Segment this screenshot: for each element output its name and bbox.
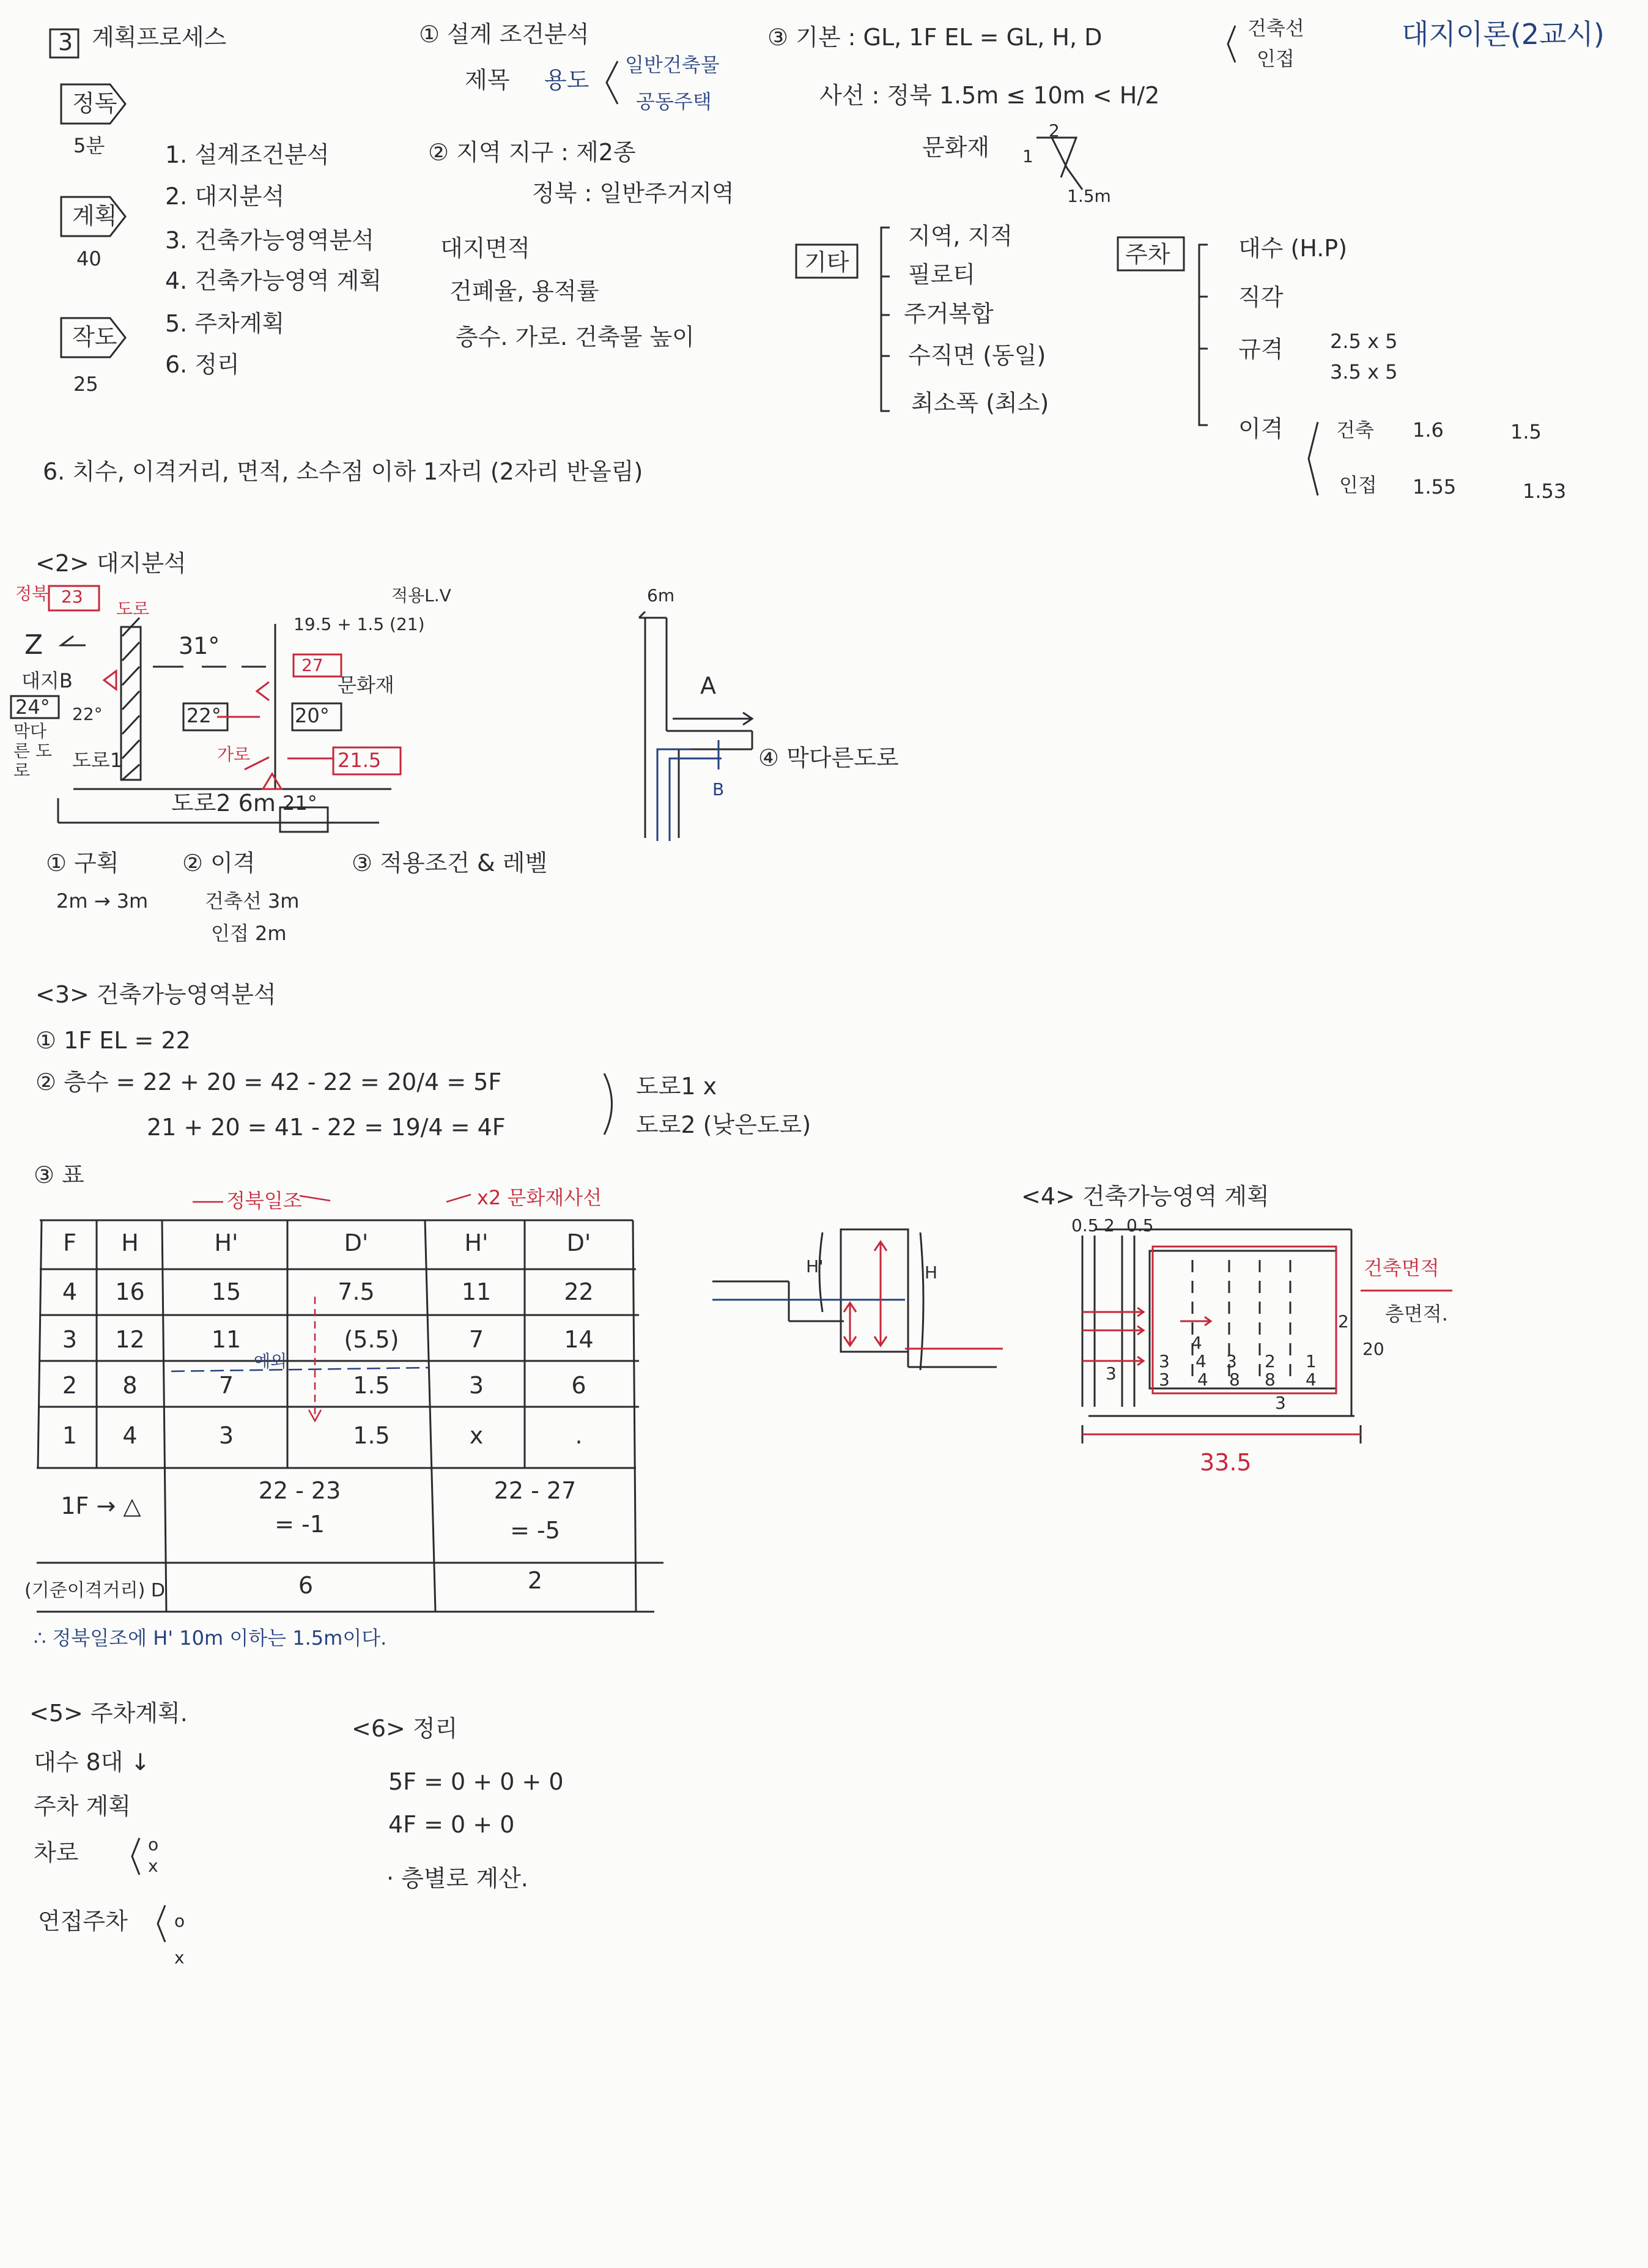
- plan-cell-number: 4: [1306, 1369, 1317, 1390]
- plan-cell-number: 2: [1265, 1351, 1276, 1371]
- conclusion-note: ∴ 정북일조에 H' 10m 이하는 1.5m이다.: [34, 1626, 387, 1650]
- plan-cell-number: 8: [1229, 1369, 1240, 1390]
- zone-heading: ② 지역 지구 : 제2종: [428, 139, 636, 166]
- buildable-heading: <3> 건축가능영역분석: [35, 981, 276, 1008]
- plan-cell-number: 3: [1159, 1369, 1170, 1390]
- buildable-line: ② 층수 = 22 + 20 = 42 - 22 = 20/4 = 5F: [35, 1069, 502, 1095]
- parking-plan-item: 주차 계획: [34, 1793, 131, 1820]
- table-cell: 1.5: [353, 1372, 390, 1399]
- table-cell: 3: [218, 1422, 234, 1449]
- sep-value: 1.6: [1413, 418, 1444, 442]
- site-label: 문화재: [338, 673, 394, 697]
- table-cell: 16: [115, 1278, 145, 1305]
- plan-dim: 0.5: [1071, 1215, 1099, 1236]
- spec-value: 2.5 x 5: [1330, 330, 1398, 353]
- step-label: 작도: [72, 324, 117, 350]
- plan-cell-number: 1: [1306, 1351, 1317, 1371]
- buildable-line: ① 1F EL = 22: [35, 1027, 191, 1054]
- process-item: 2. 대지분석: [165, 183, 285, 210]
- table-cell: 22: [564, 1278, 594, 1305]
- topic-title: 대지이론(2교시): [1402, 18, 1605, 51]
- table-cell: .: [575, 1422, 583, 1449]
- site-label: 22°: [72, 704, 103, 724]
- basis-heading: ③ 기본 : GL, 1F EL = GL, H, D: [767, 24, 1103, 51]
- others-item: 필로티: [908, 261, 976, 288]
- table-cell: x: [469, 1422, 484, 1449]
- site-area: 대지면적: [440, 235, 530, 262]
- site-label: 적용L.V: [391, 585, 451, 606]
- table-cell: 2: [527, 1567, 543, 1594]
- road-note: 도로1 x: [636, 1073, 717, 1100]
- table-header: D': [566, 1229, 591, 1256]
- table-cell: (5.5): [344, 1326, 399, 1353]
- table-header: H': [214, 1229, 238, 1256]
- zone-sub: 정북 : 일반주거지역: [532, 180, 734, 207]
- table-cell: 7: [218, 1372, 234, 1399]
- ratios: 건폐율, 용적률: [449, 278, 599, 305]
- title-label: 제목: [465, 67, 510, 94]
- parking-item: 직각: [1238, 284, 1284, 311]
- site-label: 21°: [283, 791, 317, 815]
- table-row-label: 1F → △: [61, 1492, 141, 1519]
- site-note-title: ① 구획: [46, 850, 119, 876]
- table-label: ③ 표: [34, 1162, 84, 1188]
- site-note-body: 2m → 3m: [56, 889, 149, 913]
- table-cell: 14: [564, 1326, 594, 1353]
- section-label: H: [925, 1262, 938, 1283]
- table-exception-label: 예외: [254, 1351, 287, 1371]
- others-item: 수직면 (동일): [908, 342, 1046, 369]
- site-analysis-heading: <2> 대지분석: [35, 550, 187, 577]
- heritage-ratio-top: 2: [1049, 120, 1060, 141]
- plan-bottom-dim: 33.5: [1200, 1449, 1252, 1476]
- table-cell: 11: [211, 1326, 242, 1353]
- road-width-label: 6m: [647, 585, 675, 606]
- table-red-header: 정북일조: [226, 1189, 302, 1212]
- site-label: 막다른 도로: [13, 721, 52, 781]
- parking-item: 대수 (H.P): [1238, 235, 1348, 262]
- table-cell: 6: [298, 1572, 314, 1599]
- road-a-label: A: [700, 672, 716, 699]
- table-cell: 3: [468, 1372, 484, 1399]
- step-label: 정독: [72, 90, 117, 117]
- table-cell: 22 - 23: [258, 1477, 341, 1504]
- plan-note: 층면적.: [1385, 1302, 1448, 1325]
- sep-value: 1.55: [1413, 475, 1457, 498]
- site-label: 도로1: [72, 749, 123, 772]
- sep-label: 인접: [1339, 473, 1377, 497]
- use-label: 용도: [544, 67, 589, 94]
- conditions-heading: ① 설계 조건분석: [419, 21, 589, 48]
- heritage-distance: 1.5m: [1067, 186, 1111, 206]
- plan-cell-number: 3: [1226, 1351, 1237, 1371]
- north-arrow-icon: Z: [24, 629, 43, 661]
- process-item: 6. 정리: [165, 351, 240, 378]
- site-label: 22°: [187, 704, 221, 727]
- table-cell: = -1: [275, 1511, 325, 1538]
- road-bracket-icon: [599, 1070, 624, 1138]
- step-time: 40: [76, 247, 102, 270]
- table-cell: 3: [62, 1326, 78, 1353]
- site-label: 20°: [295, 704, 330, 727]
- plan-dim: 2: [1104, 1215, 1115, 1236]
- table-cell: = -5: [510, 1517, 560, 1544]
- table-header: F: [63, 1229, 76, 1256]
- others-item: 지역, 지적: [908, 223, 1013, 250]
- plan-dim: 2: [1338, 1311, 1349, 1332]
- summary-heading: <6> 정리: [352, 1715, 458, 1742]
- section-label: H': [806, 1256, 824, 1277]
- step-time: 5분: [73, 134, 105, 157]
- table-red-header: x2 문화재사선: [477, 1186, 602, 1209]
- parking-plan-mark: x: [174, 1947, 185, 1968]
- buildable-line: 21 + 20 = 41 - 22 = 19/4 = 4F: [147, 1114, 506, 1141]
- site-label: 대지B: [21, 669, 73, 692]
- site-label: 24°: [15, 695, 50, 719]
- table-cell: 1.5: [353, 1422, 390, 1449]
- parking-label: 주차: [1125, 241, 1170, 268]
- site-label: 도로2 6m: [171, 790, 276, 817]
- plan-cell-number: 4: [1197, 1369, 1208, 1390]
- plan-cell-number: 4: [1191, 1333, 1202, 1353]
- plan-note-red: 건축면적: [1364, 1256, 1439, 1280]
- others-item: 최소폭 (최소): [911, 390, 1049, 417]
- parking-plan-item: 대수 8대 ↓: [34, 1749, 150, 1776]
- basis-target: 건축선: [1247, 17, 1304, 40]
- process-item: 3. 건축가능영역분석: [165, 227, 374, 254]
- spec-value: 3.5 x 5: [1330, 360, 1398, 384]
- sep-value: 1.53: [1523, 480, 1567, 503]
- sep-value: 1.5: [1510, 420, 1542, 443]
- parking-plan-mark: x: [148, 1856, 158, 1876]
- section-number: 3: [58, 29, 73, 56]
- site-label: 19.5 + 1.5 (21): [294, 614, 425, 634]
- table-row-label: (기준이격거리) D: [24, 1580, 165, 1601]
- parking-item: 이격: [1238, 415, 1284, 442]
- table-cell: 22 - 27: [493, 1477, 577, 1504]
- table-cell: 1: [62, 1422, 78, 1449]
- table-cell: 7: [468, 1326, 484, 1353]
- site-label: 27: [301, 655, 323, 675]
- parking-plan-mark: o: [148, 1834, 159, 1855]
- plan-cell-number: 3: [1275, 1393, 1286, 1413]
- summary-line: · 층별로 계산.: [386, 1865, 528, 1892]
- site-label: 도로: [116, 599, 150, 619]
- plan-cell-number: 8: [1265, 1369, 1276, 1390]
- basis-target: 인접: [1257, 47, 1295, 70]
- site-label: 21.5: [338, 749, 382, 772]
- parking-plan-heading: <5> 주차계획.: [29, 1700, 188, 1727]
- parking-item: 규격: [1238, 336, 1284, 363]
- site-note-title: ② 이격: [182, 850, 256, 876]
- plan-cell-number: 4: [1195, 1351, 1206, 1371]
- plan-cell-number: 3: [1159, 1351, 1170, 1371]
- table-cell: 6: [571, 1372, 586, 1399]
- summary-line: 5F = 0 + 0 + 0: [388, 1768, 564, 1795]
- site-note-body: 인접 2m: [211, 922, 287, 945]
- table-cell: 7.5: [338, 1278, 375, 1305]
- parking-plan-item: 차로: [34, 1839, 79, 1866]
- heritage-ratio-bottom: 1: [1022, 146, 1033, 166]
- site-label: 23: [61, 587, 83, 607]
- road-note: 도로2 (낮은도로): [636, 1111, 811, 1138]
- site-note-title: ③ 적용조건 & 레벨: [352, 850, 548, 876]
- dead-end-road-label: ④ 막다른도로: [758, 744, 899, 771]
- plan-dim: 20: [1362, 1339, 1384, 1359]
- site-label: 가로: [217, 744, 251, 765]
- plan-heading: <4> 건축가능영역 계획: [1021, 1183, 1269, 1210]
- others-label: 기타: [804, 249, 849, 276]
- parking-plan-item: 연접주차: [38, 1908, 128, 1935]
- use-option: 일반건축물: [625, 53, 720, 76]
- slant-line: 사선 : 정북 1.5m ≤ 10m < H/2: [819, 82, 1160, 109]
- table-cell: 2: [62, 1372, 78, 1399]
- summary-line: 4F = 0 + 0: [388, 1811, 515, 1838]
- use-option: 공동주택: [636, 90, 712, 113]
- table-cell: 4: [62, 1278, 78, 1305]
- site-label: 정북: [15, 584, 49, 604]
- heritage-slope-icon: [1033, 132, 1088, 193]
- table-cell: 12: [115, 1326, 145, 1353]
- site-label: 31°: [179, 632, 220, 659]
- process-note: 6. 치수, 이격거리, 면적, 소수점 이하 1자리 (2자리 반올림): [43, 458, 643, 485]
- road-b-label: B: [712, 779, 725, 799]
- others-item: 주거복합: [904, 300, 994, 327]
- site-note-body: 건축선 3m: [205, 889, 300, 913]
- step-label: 계획: [72, 202, 117, 229]
- table-cell: 15: [211, 1278, 242, 1305]
- table-header: H: [121, 1229, 139, 1256]
- step-time: 25: [73, 372, 98, 396]
- sep-label: 건축: [1336, 418, 1374, 442]
- table-cell: 8: [122, 1372, 138, 1399]
- process-item: 5. 주차계획: [165, 310, 285, 337]
- parking-plan-mark: o: [174, 1911, 185, 1931]
- process-item: 4. 건축가능영역 계획: [165, 267, 382, 294]
- plan-dim: 0.5: [1126, 1215, 1154, 1236]
- table-cell: 11: [461, 1278, 492, 1305]
- table-cell: 4: [122, 1422, 138, 1449]
- process-item: 1. 설계조건분석: [165, 141, 330, 168]
- table-header: D': [344, 1229, 369, 1256]
- table-header: H': [464, 1229, 489, 1256]
- section-title: 계획프로세스: [92, 24, 227, 51]
- plan-cell-number: 3: [1106, 1363, 1117, 1384]
- heritage-label: 문화재: [922, 134, 990, 161]
- floors-note: 층수. 가로. 건축물 높이: [456, 324, 695, 350]
